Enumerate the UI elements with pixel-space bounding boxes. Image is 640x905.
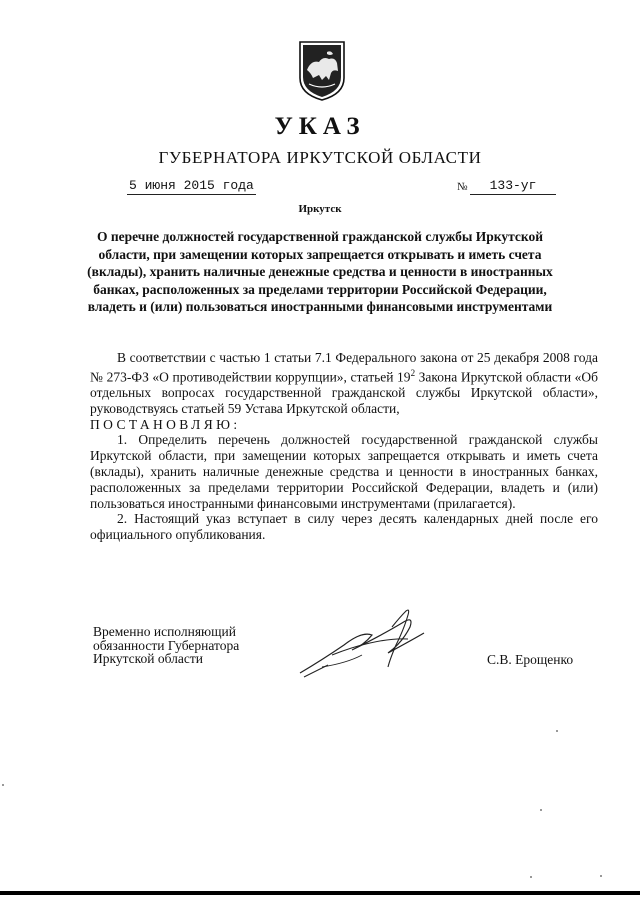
document-number: 133-уг xyxy=(470,178,556,195)
signatory-position xyxy=(93,625,239,666)
preamble-text-part2: Закона Иркутской области «Об отдельных вопросах государственной гражданской службы Иркутской области», руководствуясь статьей 59 Устава Иркутской области, xyxy=(90,369,598,416)
preamble-paragraph xyxy=(90,350,598,417)
preamble-text-part1: В соответствии с частью 1 статьи 7.1 Федерального закона от 25 декабря 2008 года № 273-ФЗ «О противодействии коррупции», статьей 19 xyxy=(90,350,598,385)
document-date: 5 июня 2015 года xyxy=(129,178,254,193)
decree-word: ПОСТАНОВЛЯЮ: xyxy=(90,416,241,432)
document-subtitle: ГУБЕРНАТОРА ИРКУТСКОЙ ОБЛАСТИ xyxy=(158,148,482,167)
position-line-2: обязанности Губернатора xyxy=(93,637,240,653)
preamble-superscript: 2 xyxy=(410,367,416,378)
document-city: Иркутск xyxy=(298,203,342,215)
scan-speck xyxy=(2,784,4,786)
position-line-1: Временно исполняющий xyxy=(93,624,236,639)
document-title: УКАЗ xyxy=(274,113,366,140)
scan-edge-bar xyxy=(0,891,640,895)
number-sign: № xyxy=(457,181,468,193)
item-2-paragraph: 2. Настоящий указ вступает в силу через десять календарных дней после его официального опубликования. xyxy=(90,511,598,543)
scan-speck xyxy=(530,876,532,878)
document-body xyxy=(90,350,598,543)
scan-speck xyxy=(556,730,558,732)
document-heading: О перечне должностей государственной гражданской службы Иркутской области, при замещении которых запрещается открывать и иметь счета (вклады), хранить наличные денежные средства и ценности в иностранных банках, расположенных за пределами территории Российской Федерации, владеть и (или) пользоваться иностранными финансовыми инструментами xyxy=(87,229,553,315)
handwritten-signature xyxy=(292,605,442,685)
scan-speck xyxy=(540,809,542,811)
irkutsk-coat-of-arms-icon xyxy=(297,40,347,102)
item-1-paragraph: 1. Определить перечень должностей государственной гражданской службы Иркутской области, при замещении которых запрещается открывать и иметь счета (вклады), хранить наличные денежные средства и ценности в иностранных банках, расположенных за пределами территории Российской Федерации, владеть и (или) пользоваться иностранными финансовыми инструментами (прилагается). xyxy=(90,432,598,511)
signatory-name: С.В. Ерощенко xyxy=(487,652,574,667)
position-line-3: Иркутской области xyxy=(93,651,204,666)
scan-speck xyxy=(600,875,602,877)
